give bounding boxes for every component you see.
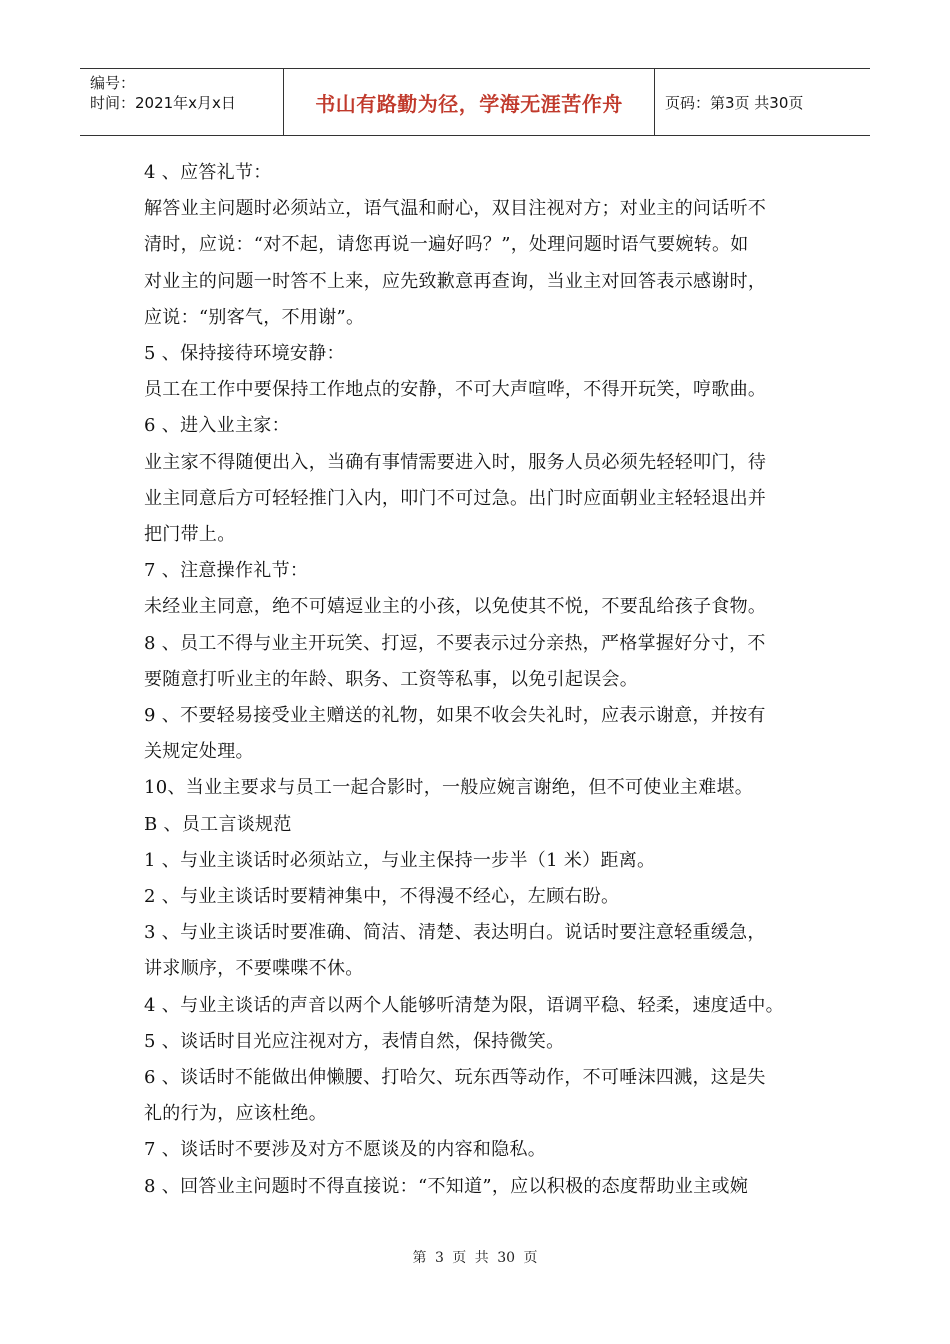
- text-line: 9 、不要轻易接受业主赠送的礼物，如果不收会失礼时，应表示谢意，并按有: [144, 705, 766, 727]
- text-line: 7 、谈话时不要涉及对方不愿谈及的内容和隐私。: [144, 1139, 547, 1161]
- text-line: 关规定处理。: [144, 741, 254, 763]
- text-line: 5 、谈话时目光应注视对方，表情自然，保持微笑。: [144, 1030, 565, 1052]
- text-line: 业主家不得随便出入，当确有事情需要进入时，服务人员必须先轻轻叩门，待: [144, 451, 767, 473]
- text-line: 员工在工作中要保持工作地点的安静，不可大声喧哗，不得开玩笑，哼歌曲。: [144, 379, 767, 401]
- document-body: [144, 155, 814, 1205]
- page-footer: 第 3 页 共 30 页: [412, 1250, 538, 1266]
- text-line: 要随意打听业主的年龄、职务、工资等私事，以免引起误会。: [144, 668, 639, 690]
- number-label: 编号：: [90, 74, 136, 92]
- text-line: 把门带上。: [144, 524, 236, 546]
- header-motto: 书山有路勤为径，学海无涯苦作舟: [283, 69, 655, 135]
- text-line: 未经业主同意，绝不可嬉逗业主的小孩，以免使其不悦，不要乱给孩子食物。: [144, 596, 767, 618]
- text-line: 7 、注意操作礼节：: [144, 560, 309, 582]
- text-line: 10、当业主要求与员工一起合影时，一般应婉言谢绝，但不可使业主难堪。: [144, 777, 754, 799]
- text-line: 讲求顺序，不要喋喋不休。: [144, 958, 364, 980]
- text-line: 3 、与业主谈话时要准确、简洁、清楚、表达明白。说话时要注意轻重缓急，: [144, 922, 766, 944]
- text-line: 8 、回答业主问题时不得直接说：“不知道”，应以积极的态度帮助业主或婉: [144, 1175, 749, 1197]
- header-meta: [80, 69, 283, 135]
- text-line: 1 、与业主谈话时必须站立，与业主保持一步半（1 米）距离。: [144, 849, 656, 871]
- text-line: 6 、谈话时不能做出伸懒腰、打哈欠、玩东西等动作，不可唾沫四溅，这是失: [144, 1067, 766, 1089]
- text-line: 4 、与业主谈话的声音以两个人能够听清楚为限，语调平稳、轻柔，速度适中。: [144, 994, 784, 1016]
- text-line: 业主同意后方可轻轻推门入内，叩门不可过急。出门时应面朝业主轻轻退出并: [144, 487, 767, 509]
- text-line: 清时，应说：“对不起，请您再说一遍好吗？”，处理问题时语气要婉转。如: [144, 234, 749, 256]
- page-header: [80, 68, 870, 136]
- time-label: 时间：2021年x月x日: [90, 94, 236, 112]
- text-line: 4 、应答礼节：: [144, 162, 272, 183]
- text-line: B 、员工言谈规范: [144, 813, 292, 835]
- text-line: 对业主的问题一时答不上来，应先致歉意再查询，当业主对回答表示感谢时，: [144, 270, 767, 292]
- text-line: 6 、进入业主家：: [144, 415, 290, 437]
- text-line: 礼的行为，应该杜绝。: [144, 1103, 327, 1125]
- text-line: 解答业主问题时必须站立，语气温和耐心，双目注视对方；对业主的问话听不: [144, 198, 767, 220]
- text-line: 2 、与业主谈话时要精神集中，不得漫不经心，左顾右盼。: [144, 886, 620, 908]
- text-line: 8 、员工不得与业主开玩笑、打逗，不要表示过分亲热，严格掌握好分寸，不: [144, 632, 766, 654]
- text-line: 应说：“别客气，不用谢”。: [144, 306, 365, 328]
- header-page-info: 页码：第3页 共30页: [665, 93, 804, 112]
- text-line: 5 、保持接待环境安静：: [144, 343, 345, 365]
